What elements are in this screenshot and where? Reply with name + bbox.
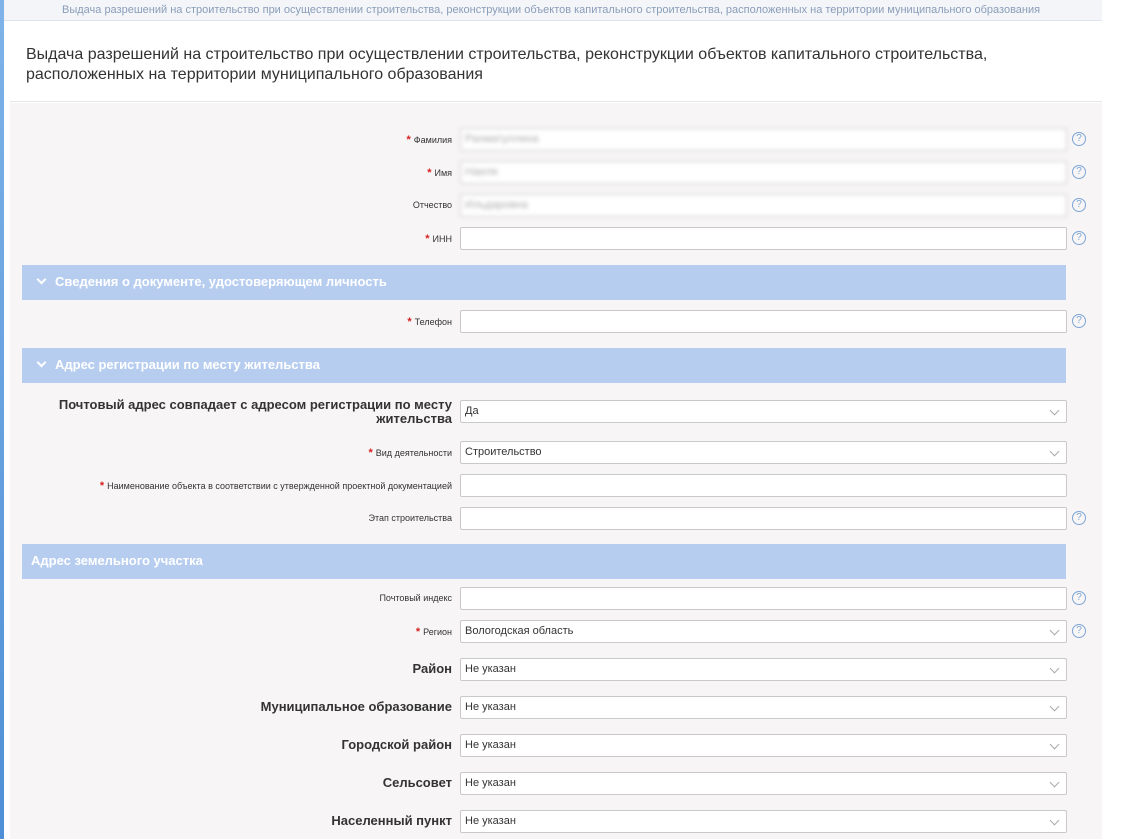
required-mark: *	[368, 447, 373, 459]
required-mark: *	[415, 626, 421, 638]
village-council-label: Сельсовет	[382, 775, 452, 790]
object-name-input[interactable]	[460, 474, 1067, 497]
land-address-section-header[interactable]: Адрес земельного участка	[22, 544, 1066, 579]
identity-doc-section-title: Сведения о документе, удостоверяющем личность	[55, 274, 387, 289]
postal-index-label: Почтовый индекс	[379, 593, 452, 603]
surname-input[interactable]: Рахматуллина	[460, 128, 1067, 151]
postal-index-help-icon[interactable]: ?	[1072, 591, 1086, 605]
page-title-line-1: Выдача разрешений на строительство при осуществлении строительства, реконструкции объектов капитального строительства,	[26, 46, 988, 63]
settlement-select[interactable]: Не указан	[460, 810, 1067, 833]
patronymic-input[interactable]: Ильдаровна	[460, 194, 1067, 217]
activity-label-text: Вид деятельности	[375, 448, 452, 458]
page-title-line-2: расположенных на территории муниципального образования	[26, 66, 483, 83]
phone-label	[407, 316, 452, 328]
object-name-label	[100, 480, 452, 492]
phone-input[interactable]	[460, 310, 1067, 333]
region-select[interactable]: Вологодская область	[460, 620, 1067, 643]
district-label: Район	[412, 661, 452, 676]
postal-index-input[interactable]	[460, 587, 1067, 610]
required-mark: *	[406, 134, 411, 146]
object-name-label-text: Наименование объекта в соответствии с утвержденной проектной документацией	[107, 481, 452, 491]
postal-match-select[interactable]: Да	[460, 400, 1067, 423]
breadcrumb[interactable]: Выдача разрешений на строительство при осуществлении строительства, реконструкции объектов капитального строительства, расположенных на территории муниципального образования	[4, 0, 1136, 21]
inn-label-text: ИНН	[432, 234, 452, 244]
inn-label	[425, 233, 452, 245]
name-label-text: Имя	[434, 168, 452, 178]
city-district-select[interactable]: Не указан	[460, 734, 1067, 757]
patronymic-help-icon[interactable]: ?	[1072, 198, 1086, 212]
inn-help-icon[interactable]: ?	[1072, 231, 1086, 245]
name-help-icon[interactable]: ?	[1072, 165, 1086, 179]
activity-select[interactable]: Строительство	[460, 441, 1067, 464]
required-mark: *	[407, 316, 412, 328]
region-label-text: Регион	[423, 627, 452, 637]
registration-address-section-header[interactable]	[22, 348, 1066, 383]
stage-help-icon[interactable]: ?	[1072, 511, 1086, 525]
village-council-select[interactable]: Не указан	[460, 772, 1067, 795]
patronymic-label: Отчество	[412, 200, 452, 210]
stage-input[interactable]	[460, 507, 1067, 530]
identity-doc-section-header[interactable]	[22, 265, 1066, 300]
district-select[interactable]: Не указан	[460, 658, 1067, 681]
chevron-down-icon	[37, 358, 47, 368]
inn-input[interactable]	[460, 227, 1067, 250]
settlement-label: Населенный пункт	[331, 813, 452, 828]
region-help-icon[interactable]: ?	[1072, 624, 1086, 638]
page-title	[10, 28, 1102, 102]
required-mark: *	[427, 167, 432, 179]
postal-match-label: Почтовый адрес совпадает с адресом регистрации по месту жительства	[58, 397, 452, 426]
name-input[interactable]: Наиля	[460, 161, 1067, 184]
phone-help-icon[interactable]: ?	[1072, 314, 1086, 328]
required-mark: *	[425, 233, 430, 245]
city-district-label: Городской район	[341, 737, 452, 752]
stage-label: Этап строительства	[368, 513, 452, 523]
chevron-down-icon	[37, 275, 47, 285]
right-margin	[1102, 0, 1136, 839]
surname-label-text: Фамилия	[413, 135, 452, 145]
required-mark: *	[99, 480, 105, 492]
left-accent-bar	[0, 0, 4, 839]
activity-label	[369, 447, 453, 459]
phone-label-text: Телефон	[414, 317, 452, 327]
name-label	[427, 167, 452, 179]
registration-address-section-title: Адрес регистрации по месту жительства	[55, 357, 320, 372]
surname-help-icon[interactable]: ?	[1072, 132, 1086, 146]
municipality-label: Муниципальное образование	[260, 699, 452, 714]
municipality-select[interactable]: Не указан	[460, 696, 1067, 719]
region-label	[416, 626, 452, 638]
surname-label	[407, 134, 453, 146]
